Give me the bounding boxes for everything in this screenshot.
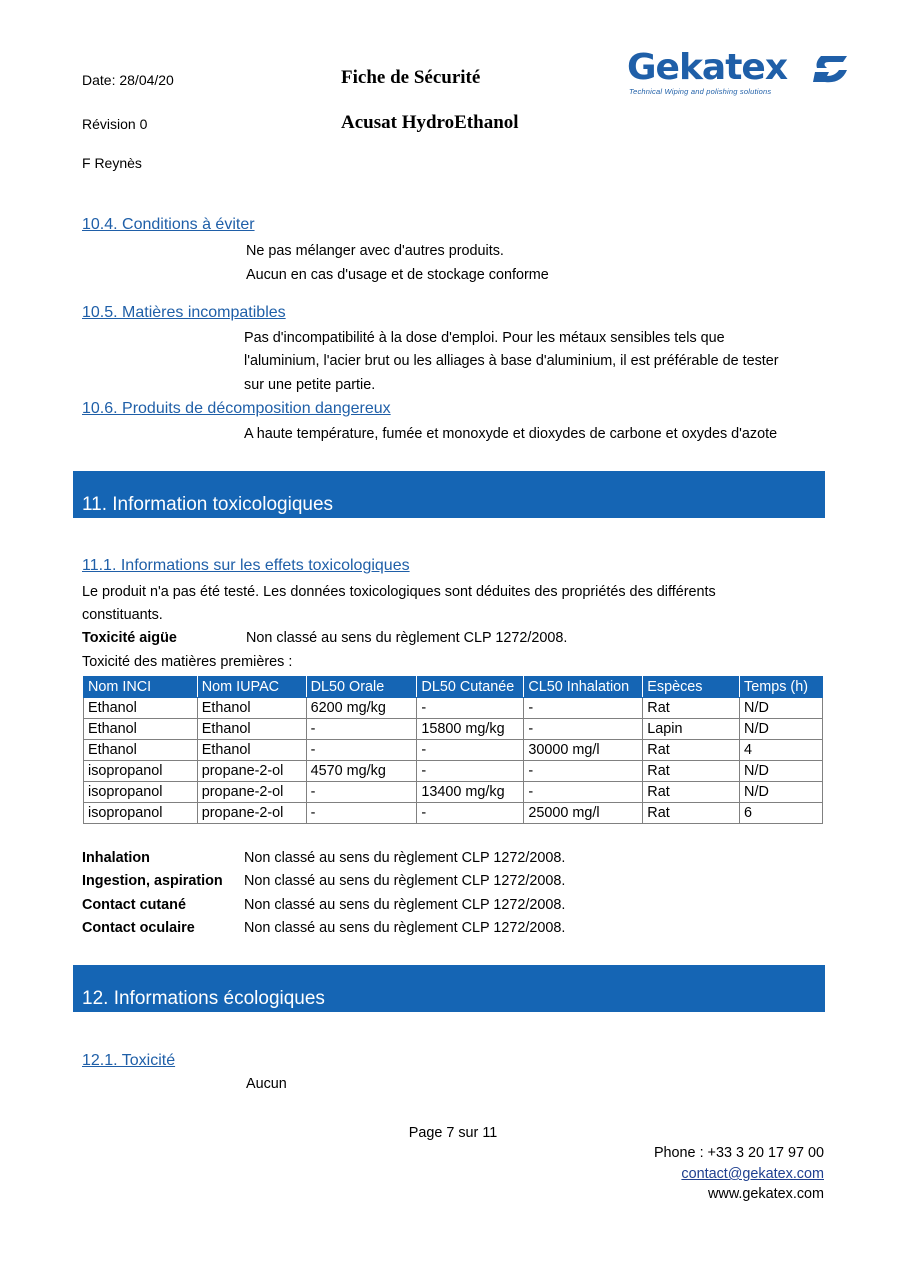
- effect-value-inhalation: Non classé au sens du règlement CLP 1272/2008.: [244, 850, 566, 866]
- table-cell: 6200 mg/kg: [306, 698, 417, 719]
- document-title: Fiche de Sécurité: [341, 67, 481, 88]
- effect-label-eye: Contact oculaire: [82, 920, 195, 936]
- table-row: [84, 761, 823, 782]
- heading-12-1: 12.1. Toxicité: [82, 1052, 176, 1069]
- heading-10-6: 10.6. Produits de décomposition dangereux: [82, 400, 391, 417]
- col-header-dl50-orale: DL50 Orale: [306, 677, 417, 698]
- table-row: [84, 740, 823, 761]
- table-cell: 25000 mg/l: [524, 803, 643, 824]
- table-row: [84, 698, 823, 719]
- effect-value-eye: Non classé au sens du règlement CLP 1272/2008.: [244, 920, 566, 936]
- acute-toxicity-value: Non classé au sens du règlement CLP 1272/2008.: [246, 630, 568, 646]
- table-cell: -: [524, 698, 643, 719]
- logo-wordmark: Gekatex: [627, 47, 788, 88]
- table-cell: -: [524, 719, 643, 740]
- header-date: Date: 28/04/20: [82, 72, 174, 88]
- table-cell: -: [524, 761, 643, 782]
- table-cell: Rat: [643, 761, 740, 782]
- table-cell: 30000 mg/l: [524, 740, 643, 761]
- table-cell: Ethanol: [84, 740, 198, 761]
- table-cell: -: [306, 803, 417, 824]
- table-cell: Lapin: [643, 719, 740, 740]
- table-cell: Rat: [643, 740, 740, 761]
- table-cell: propane-2-ol: [197, 803, 306, 824]
- col-header-cl50-inhalation: CL50 Inhalation: [524, 677, 643, 698]
- section-11-band: [73, 471, 825, 518]
- table-caption: Toxicité des matières premières :: [82, 654, 293, 670]
- table-cell: -: [306, 740, 417, 761]
- heading-10-4: 10.4. Conditions à éviter: [82, 216, 255, 233]
- table-cell: Rat: [643, 698, 740, 719]
- table-cell: isopropanol: [84, 803, 198, 824]
- table-cell: propane-2-ol: [197, 761, 306, 782]
- footer-phone: Phone : +33 3 20 17 97 00: [653, 1145, 824, 1161]
- effect-label-inhalation: Inhalation: [82, 850, 150, 866]
- table-row: [84, 803, 823, 824]
- text-10-5-line1: Pas d'incompatibilité à la dose d'emploi. Pour les métaux sensibles tels que: [244, 330, 725, 346]
- text-10-5-line2: l'aluminium, l'acier brut ou les alliages à base d'aluminium, il est préférable de tester: [244, 353, 779, 369]
- table-cell: isopropanol: [84, 782, 198, 803]
- table-cell: -: [417, 761, 524, 782]
- table-cell: propane-2-ol: [197, 782, 306, 803]
- heading-11-1: 11.1. Informations sur les effets toxicologiques: [82, 557, 410, 574]
- section-12-band: [73, 965, 825, 1012]
- text-10-4-line2: Aucun en cas d'usage et de stockage conforme: [246, 267, 549, 283]
- table-cell: -: [417, 740, 524, 761]
- table-cell: 15800 mg/kg: [417, 719, 524, 740]
- table-row: [84, 719, 823, 740]
- table-cell: Ethanol: [84, 698, 198, 719]
- col-header-nom-iupac: Nom IUPAC: [197, 677, 306, 698]
- table-cell: -: [417, 803, 524, 824]
- effect-label-skin: Contact cutané: [82, 897, 186, 913]
- text-12-1-value: Aucun: [246, 1076, 287, 1092]
- table-cell: 4570 mg/kg: [306, 761, 417, 782]
- table-cell: N/D: [740, 761, 823, 782]
- toxicity-table: [83, 676, 823, 824]
- logo-tagline: Technical Wiping and polishing solutions: [629, 87, 772, 96]
- page-number: Page 7 sur 11: [408, 1125, 498, 1141]
- table-row: [84, 782, 823, 803]
- table-cell: -: [306, 782, 417, 803]
- footer-website: www.gekatex.com: [708, 1186, 824, 1202]
- col-header-especes: Espèces: [643, 677, 740, 698]
- header-revision: Révision 0: [82, 116, 148, 132]
- text-10-4-line1: Ne pas mélanger avec d'autres produits.: [246, 243, 504, 259]
- section-12-title: 12. Informations écologiques: [82, 988, 325, 1009]
- table-cell: Ethanol: [84, 719, 198, 740]
- table-cell: 6: [740, 803, 823, 824]
- gekatex-logo: [627, 47, 849, 100]
- table-cell: N/D: [740, 782, 823, 803]
- text-10-5-line3: sur une petite partie.: [244, 377, 376, 393]
- text-11-1-intro-line1: Le produit n'a pas été testé. Les données toxicologiques sont déduites des propriétés des différents: [82, 584, 716, 600]
- table-cell: N/D: [740, 698, 823, 719]
- text-11-1-intro-line2: constituants.: [82, 607, 163, 623]
- text-10-6-line1: A haute température, fumée et monoxyde et dioxydes de carbone et oxydes d'azote: [244, 426, 778, 442]
- table-cell: Ethanol: [197, 740, 306, 761]
- table-cell: -: [306, 719, 417, 740]
- table-cell: -: [417, 698, 524, 719]
- table-cell: 13400 mg/kg: [417, 782, 524, 803]
- heading-10-5: 10.5. Matières incompatibles: [82, 304, 286, 321]
- effect-value-skin: Non classé au sens du règlement CLP 1272/2008.: [244, 897, 566, 913]
- logo-swoosh-icon: [813, 52, 849, 86]
- col-header-dl50-cutanee: DL50 Cutanée: [417, 677, 524, 698]
- table-cell: Rat: [643, 803, 740, 824]
- effect-label-ingestion: Ingestion, aspiration: [82, 873, 223, 889]
- table-cell: 4: [740, 740, 823, 761]
- table-cell: Ethanol: [197, 698, 306, 719]
- table-cell: Rat: [643, 782, 740, 803]
- section-11-title: 11. Information toxicologiques: [82, 494, 334, 515]
- table-cell: isopropanol: [84, 761, 198, 782]
- effect-value-ingestion: Non classé au sens du règlement CLP 1272/2008.: [244, 873, 566, 889]
- table-cell: Ethanol: [197, 719, 306, 740]
- table-cell: N/D: [740, 719, 823, 740]
- header-author: F Reynès: [82, 155, 142, 171]
- col-header-nom-inci: Nom INCI: [84, 677, 198, 698]
- table-header-row: [84, 677, 823, 698]
- product-name: Acusat HydroEthanol: [341, 112, 519, 133]
- acute-toxicity-label: Toxicité aigüe: [82, 630, 177, 646]
- footer-email-link[interactable]: contact@gekatex.com: [681, 1166, 824, 1182]
- col-header-temps: Temps (h): [740, 677, 823, 698]
- table-cell: -: [524, 782, 643, 803]
